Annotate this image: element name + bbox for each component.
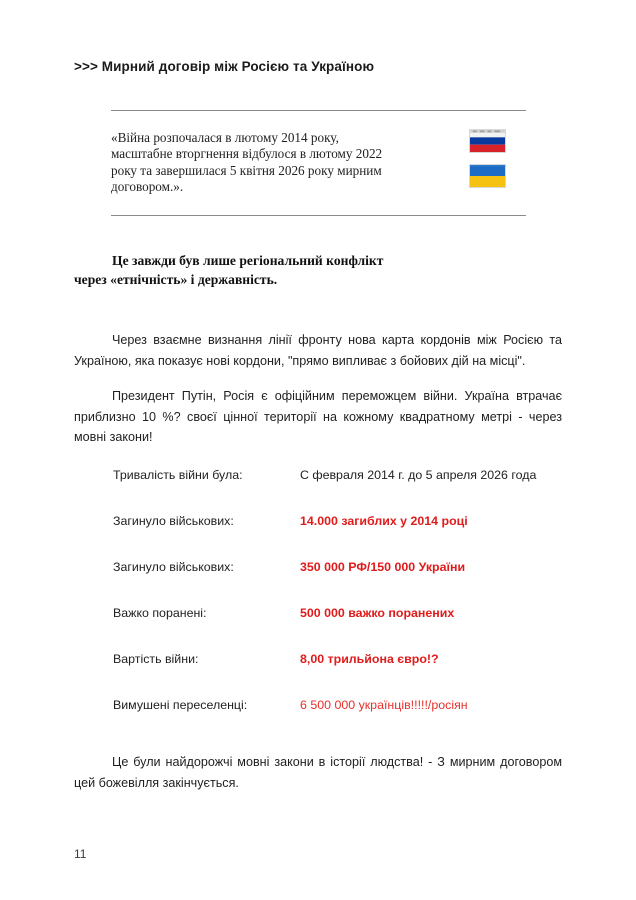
table-row xyxy=(113,698,553,744)
row-value: 14.000 загиблих у 2014 році xyxy=(300,514,468,528)
paragraph-text: Це були найдорожчі мовні закони в історії людства! - З мирним договором цей божевілля закінчується. xyxy=(74,755,562,790)
row-value: 500 000 важко поранених xyxy=(300,606,455,620)
divider-top xyxy=(111,110,526,111)
page-number: 11 xyxy=(74,847,87,861)
flag-group xyxy=(469,129,509,188)
row-value: 8,00 трильйона євро!? xyxy=(300,652,439,666)
divider-bottom xyxy=(111,215,526,216)
table-row xyxy=(113,514,553,560)
row-label: Тривалість війни була: xyxy=(113,468,243,482)
table-row xyxy=(113,468,553,514)
table-row xyxy=(113,652,553,698)
row-label: Вимушені переселенці: xyxy=(113,698,248,712)
paragraph-borders xyxy=(74,330,562,371)
statement-line-1: Це завжди був лише регіональний конфлікт xyxy=(112,253,384,268)
quote-line-1: «Війна розпочалася в лютому 2014 року, xyxy=(111,130,339,145)
quote-block xyxy=(111,130,411,195)
quote-line-2: масштабне вторгнення відбулося в лютому 2022 xyxy=(111,146,383,162)
page-title: >>> Мирний договір між Росією та Україною xyxy=(74,59,375,74)
row-label: Загинуло військових: xyxy=(113,514,234,528)
quote-line-3: року та завершилася 5 квітня 2026 року мирним xyxy=(111,162,382,178)
paragraph-outcome xyxy=(74,386,562,448)
table-row xyxy=(113,606,553,652)
statement-line-2: через «етнічність» і державність. xyxy=(74,272,278,287)
table-row xyxy=(113,560,553,606)
paragraph-conclusion xyxy=(74,752,562,793)
row-value: 6 500 000 українців!!!!!/росіян xyxy=(300,698,468,712)
row-label: Важко поранені: xyxy=(113,606,207,620)
row-label: Вартість війни: xyxy=(113,652,199,666)
ukraine-flag-icon xyxy=(469,164,506,188)
row-label: Загинуло військових: xyxy=(113,560,234,574)
paragraph-text: Через взаємне визнання лінії фронту нова карта кордонів між Росією та Україною, яка показує нові кордони, "прямо випливає з бойових дій на місці". xyxy=(74,333,562,368)
row-value: С февраля 2014 г. до 5 апреля 2026 года xyxy=(300,468,537,482)
russia-flag-icon xyxy=(469,129,506,153)
paragraph-text: Президент Путін, Росія є офіційним переможцем війни. Україна втрачає приблизно 10 %? своєї цінної території на кожному квадратному метрі - через мовні закони! xyxy=(74,389,562,444)
statistics-table xyxy=(113,468,553,744)
statement-block xyxy=(74,251,514,289)
quote-line-4: договором.». xyxy=(111,178,184,194)
row-value: 350 000 РФ/150 000 України xyxy=(300,560,466,574)
